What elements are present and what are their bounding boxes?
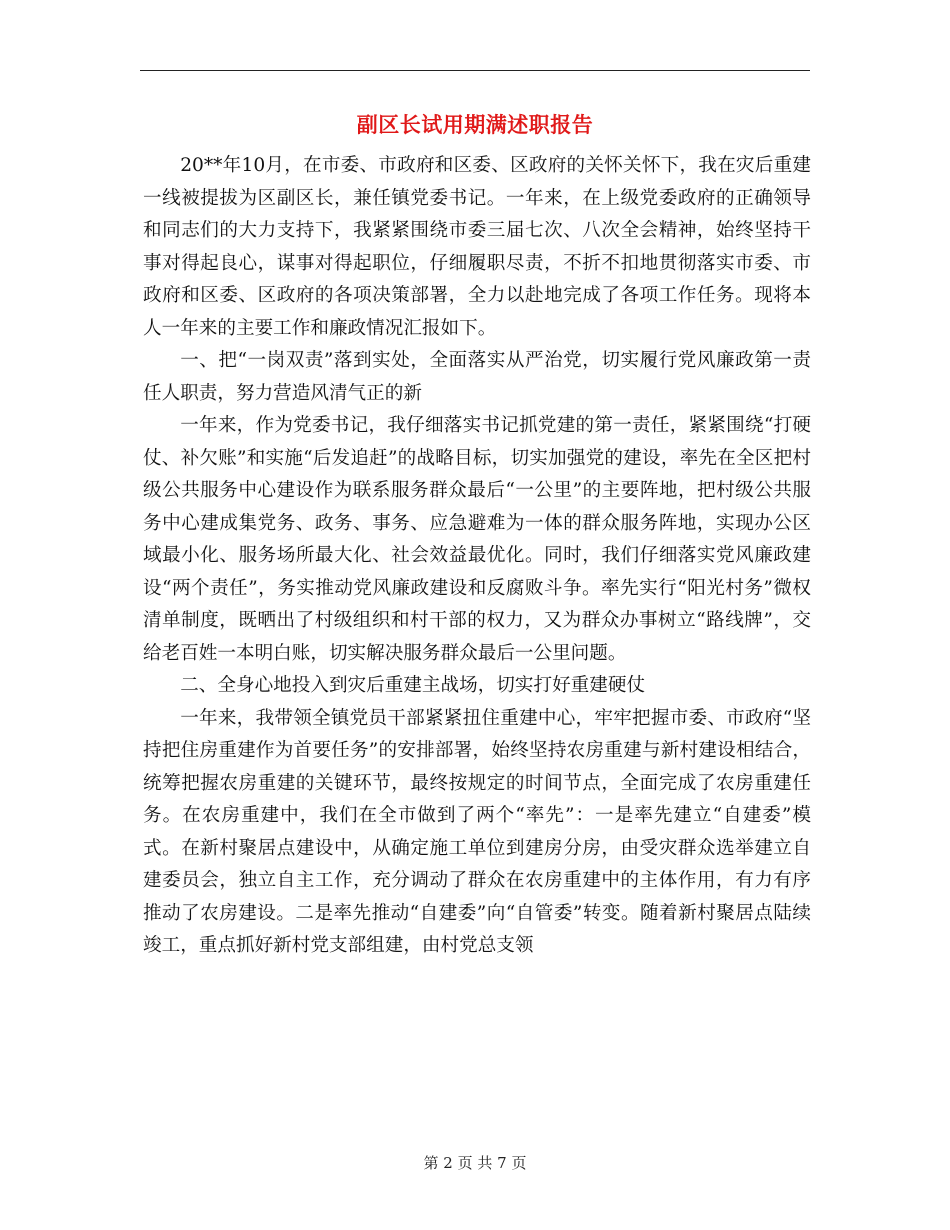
document-title: 副区长试用期满述职报告 — [356, 113, 594, 137]
paragraph-section-2: 一年来，我带领全镇党员干部紧紧扭住重建中心，牢牢把握市委、市政府“坚持把住房重建作为首要任务”的安排部署，始终坚持农房重建与新村建设相结合，统筹把握农房重建的关键环节，最终按规定的时间节点，全面完成了农房重建任务。在农房重建中，我们在全市做到了两个“率先”：一是率先建立“自建委”模式。在新村聚居点建设中，从确定施工单位到建房分房，由受灾群众选举建立自建委员会，独立自主工作，充分调动了群众在农房重建中的主体作用，有力有序推动了农房建设。二是率先推动“自建委”向“自管委”转变。随着新村聚居点陆续竣工，重点抓好新村党支部组建，由村党总支领 — [143, 707, 811, 956]
section-heading-2: 二、全身心地投入到灾后重建主战场，切实打好重建硬仗 — [180, 675, 646, 696]
paragraph-section-1: 一年来，作为党委书记，我仔细落实书记抓党建的第一责任，紧紧围绕“打硬仗、补欠账”和实施“后发追赶”的战略目标，切实加强党的建设，率先在全区把村级公共服务中心建设作为联系服务群众最后“一公里”的主要阵地，把村级公共服务中心建成集党务、政务、事务、应急避难为一体的群众服务阵地，实现办公区域最小化、服务场所最大化、社会效益最优化。同时，我们仔细落实党风廉政建设“两个责任”，务实推动党风廉政建设和反腐败斗争。率先实行“阳光村务”微权清单制度，既晒出了村级组织和村干部的权力，又为群众办事树立“路线牌”，交给老百姓一本明白账，切实解决服务群众最后一公里问题。 — [143, 415, 811, 664]
header-rule — [140, 70, 810, 71]
document-body — [143, 150, 811, 963]
section-heading-1: 一、把“一岗双责”落到实处，全面落实从严治党，切实履行党风廉政第一责任人职责，努力营造风清气正的新 — [143, 350, 811, 404]
page-number-footer: 第 2 页 共 7 页 — [423, 1154, 527, 1172]
paragraph-intro: 20**年10月，在市委、市政府和区委、区政府的关怀关怀下，我在灾后重建一线被提拔为区副区长，兼任镇党委书记。一年来，在上级党委政府的正确领导和同志们的大力支持下，我紧紧围绕市委三届七次、八次全会精神，始终坚持干事对得起良心，谋事对得起职位，仔细履职尽责，不折不扣地贯彻落实市委、市政府和区委、区政府的各项决策部署，全力以赴地完成了各项工作任务。现将本人一年来的主要工作和廉政情况汇报如下。 — [143, 155, 811, 339]
